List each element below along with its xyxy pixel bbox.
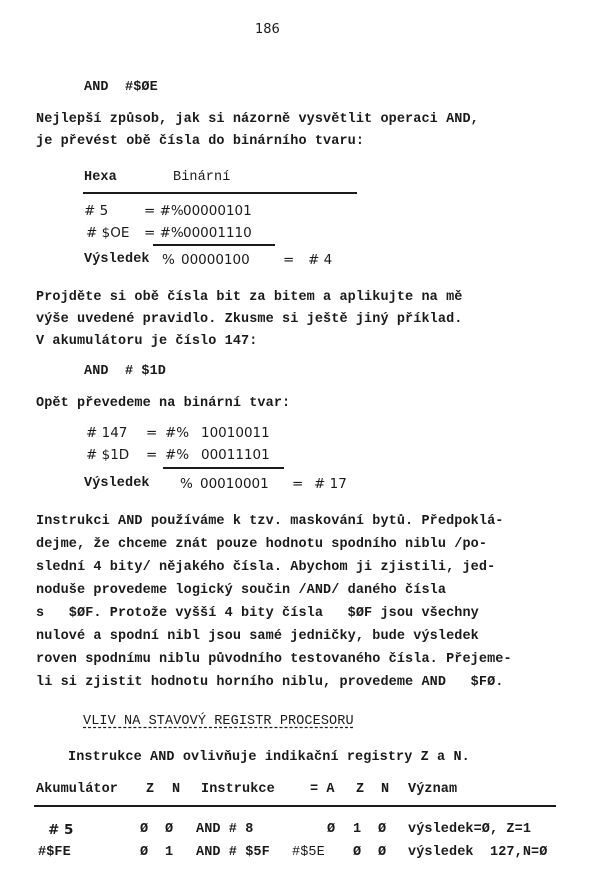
row-bin: 00001110 [183,225,252,241]
section-heading: VLIV NA STAVOVÝ REGISTR PROCESORU [83,714,354,729]
paragraph3-line: Instrukci AND používáme k tzv. maskování bytů. Předpoklá- [36,514,504,529]
table-header-hexa: Hexa [84,170,117,185]
result-hex: # 4 [308,252,333,268]
result-binary: 00010001 [200,476,269,492]
paragraph3-line: li si zjistit hodnotu horního niblu, provedeme AND $FØ. [36,675,504,690]
cell-z: Ø [140,822,149,837]
col-header-z2: Z [356,782,365,797]
row-hex: # $1D [86,447,130,463]
cell-meaning: výsledek=Ø, Z=1 [408,822,532,837]
row-eq: = [146,447,158,463]
cell-instruction: AND # 8 [196,822,254,837]
result-pct: % [180,476,193,492]
cell-n2: Ø [378,822,387,837]
row-prefix: #% [165,447,190,463]
cell-a: #$5E [292,845,325,860]
result-pct: % [162,252,175,268]
page-number: 186 [255,22,280,37]
row-eq: = #% [144,225,184,241]
instruction-and-0e: AND #$ØE [84,80,158,95]
table-header-binary: Binární [173,170,231,185]
col-header-meaning: Význam [408,782,458,797]
result-eq: = [292,476,304,492]
section-intro: Instrukce AND ovlivňuje indikační registry Z a N. [68,750,470,765]
paragraph3-line: nulové a spodní nibl jsou samé jedničky, bude výsledek [36,629,479,644]
cell-z2: Ø [353,845,362,860]
result-binary: 00000100 [181,252,250,268]
paragraph2-line: Projděte si obě čísla bit za bitem a aplikujte na mě [36,290,463,305]
paragraph3-line: dejme, že chceme znát pouze hodnotu spodního niblu /po- [36,537,488,552]
cell-z2: 1 [353,822,362,837]
cell-accumulator: # 5 [48,822,74,838]
row-eq: = #% [144,203,184,219]
row-bin: 00000101 [183,203,252,219]
example2-intro: Opět převedeme na binární tvar: [36,396,291,411]
status-table-rule [34,805,556,807]
cell-meaning: výsledek 127,N=Ø [408,845,548,860]
row-prefix: #% [165,425,190,441]
cell-instruction: AND # $5F [196,845,270,860]
result-hex: # 17 [314,476,347,492]
result-eq: = [283,252,295,268]
col-header-result-a: = A [310,782,335,797]
intro-line-1: Nejlepší způsob, jak si názorně vysvětlit operaci AND, [36,112,479,127]
cell-a: Ø [327,822,336,837]
cell-n: Ø [165,822,174,837]
table-header-rule [83,192,357,194]
cell-z: Ø [140,845,149,860]
paragraph2-line: V akumulátoru je číslo 147: [36,334,258,349]
row-bin: 00011101 [201,447,270,463]
col-header-instruction: Instrukce [201,782,275,797]
intro-line-2: je převést obě čísla do binárního tvaru: [36,134,365,149]
row-hex: # $OE [86,225,130,241]
paragraph3-line: noduše provedeme logický součin /AND/ daného čísla [36,583,447,598]
result-label: Výsledek [84,476,150,491]
col-header-accumulator: Akumulátor [36,782,119,797]
col-header-z: Z [146,782,155,797]
row-hex: # 147 [86,425,128,441]
row-hex: # 5 [84,203,109,219]
result-label: Výsledek [84,252,150,267]
col-header-n2: N [381,782,390,797]
cell-accumulator: #$FE [38,845,71,860]
row-eq: = [146,425,158,441]
cell-n2: Ø [378,845,387,860]
paragraph3-line: s $ØF. Protože vyšší 4 bity čísla $ØF jsou všechny [36,606,479,621]
paragraph3-line: roven spodnímu niblu původního testovaného čísla. Přejeme- [36,652,512,667]
paragraph2-line: výše uvedené pravidlo. Zkusme si ještě jiný příklad. [36,312,463,327]
sum-rule [153,244,275,246]
col-header-n: N [172,782,181,797]
cell-n: 1 [165,845,174,860]
instruction-and-1d: AND # $1D [84,364,167,379]
sum-rule [163,467,284,469]
paragraph3-line: slední 4 bity/ nějakého čísla. Abychom ji zjistili, jed- [36,560,496,575]
row-bin: 10010011 [201,425,270,441]
